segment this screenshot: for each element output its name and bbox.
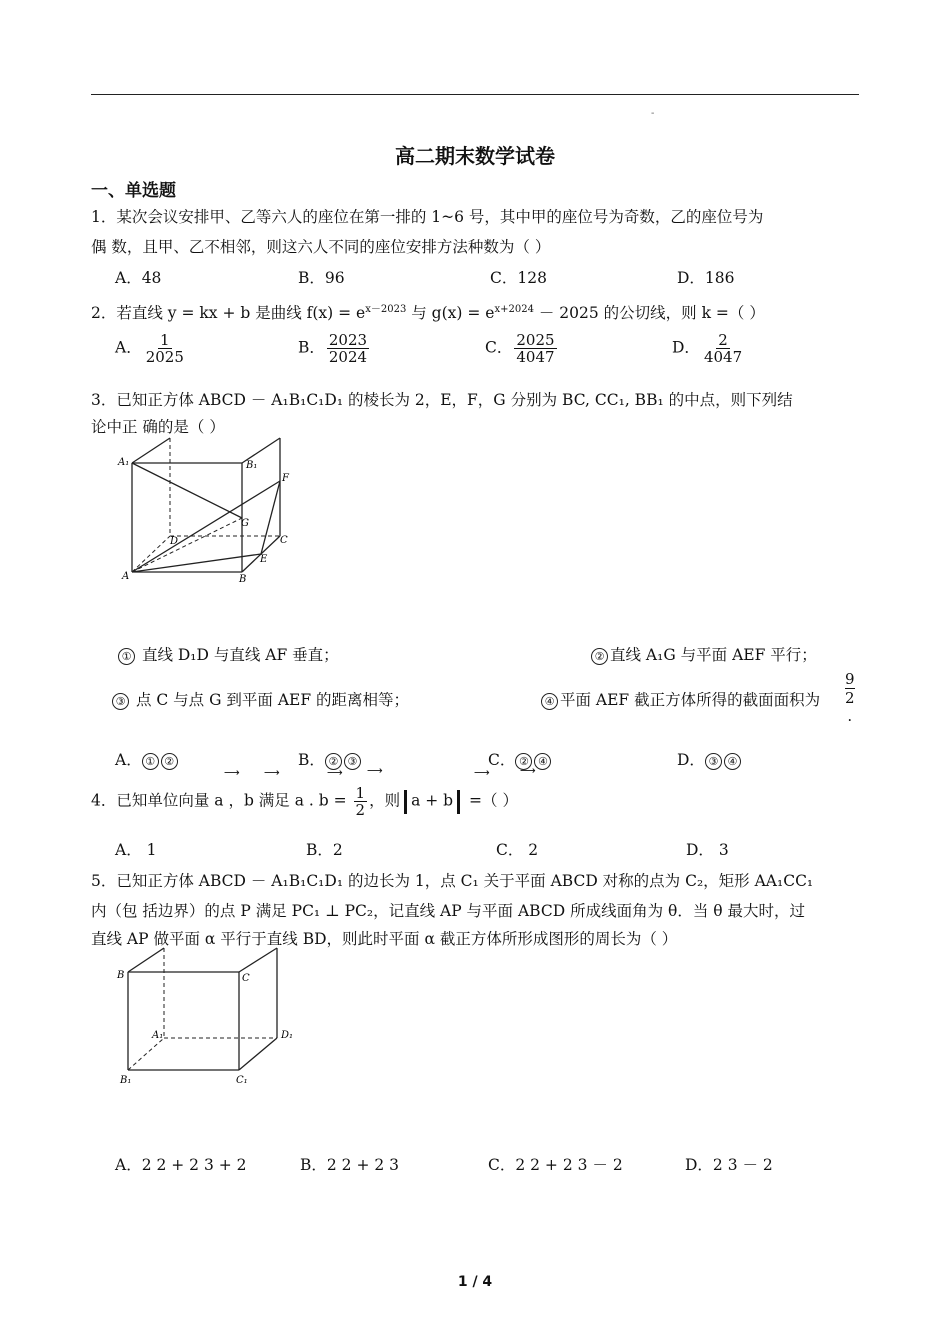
- statement-text: 直线 A₁G 与平面 AEF 平行；: [610, 646, 817, 664]
- denominator: 4047: [703, 348, 743, 366]
- vector-arrow-icon: ⟶: [520, 764, 536, 777]
- vector-arrow-icon: ⟶: [367, 764, 383, 777]
- q2-option-d: [672, 332, 746, 365]
- q5-option-d: D．2 3 － 2: [685, 1156, 773, 1174]
- numerator: 2025: [516, 331, 555, 349]
- circle-number: ③: [112, 693, 129, 710]
- q5-cube-figure: [112, 946, 302, 1096]
- q2-option-c-label: C．: [485, 338, 513, 357]
- q4-fraction: [354, 785, 368, 818]
- q2-option-a-label: A．: [115, 338, 142, 357]
- q5-line1: 5．已知正方体 ABCD － A₁B₁C₁D₁ 的边长为 1，点 C₁ 关于平面 ABCD 对称的点为 C₂，矩形 AA₁CC₁: [91, 872, 814, 890]
- label-b: B: [117, 970, 125, 981]
- q2-option-b-label: B．: [298, 338, 325, 357]
- q2-mid: 与 g(x) = e: [406, 304, 495, 323]
- denominator: 2: [845, 689, 855, 707]
- section-heading: 一、单选题: [91, 181, 176, 201]
- q4-option-b: B．2: [306, 841, 343, 859]
- q2-option-d-fraction: [702, 332, 744, 365]
- header-mark: -: [651, 108, 655, 119]
- q2-option-b: [298, 332, 371, 365]
- q1-line2: 偶 数，且甲、乙不相邻，则这六人不同的座位安排方法种数为（ ）: [91, 238, 551, 256]
- label-a1: A₁: [152, 1030, 164, 1041]
- q4-stem: [91, 785, 518, 818]
- q3-s4-fraction: [845, 670, 855, 725]
- q2-option-a: [115, 332, 188, 365]
- statement-text: 直线 D₁D 与直线 AF 垂直；: [141, 646, 339, 664]
- label-e: E: [260, 554, 268, 565]
- circle-number: ④: [534, 753, 551, 770]
- label-d1: D₁: [281, 1030, 294, 1041]
- label-b1: B₁: [246, 460, 258, 471]
- numerator: 9: [845, 670, 855, 688]
- q1-option-b: B．96: [298, 269, 345, 287]
- q3-line1: 3．已知正方体 ABCD － A₁B₁C₁D₁ 的棱长为 2，E，F，G 分别为 BC, CC₁, BB₁ 的中点，则下列结: [91, 391, 793, 409]
- label-g: G: [241, 518, 249, 529]
- q3-option-a: [115, 748, 180, 770]
- vector-arrow-icon: ⟶: [264, 766, 280, 779]
- label: B．: [298, 751, 325, 769]
- q3-option-d: [677, 748, 743, 770]
- q2-suffix: － 2025 的公切线，则 k =（ ）: [533, 304, 765, 323]
- label: D．: [677, 751, 705, 769]
- q2-option-a-fraction: [144, 332, 186, 365]
- label: A．: [115, 751, 142, 769]
- label-b: B: [239, 574, 247, 585]
- q5-line3: 直线 AP 做平面 α 平行于直线 BD，则此时平面 α 截正方体所形成图形的周长为（ ）: [91, 930, 678, 948]
- denominator: 4047: [516, 348, 555, 366]
- denominator: 2: [355, 801, 366, 819]
- q3-line2: 论中正 确的是（ ）: [91, 418, 225, 436]
- q2-prefix: 2．若直线 y = kx + b 是曲线 f(x) = e: [91, 304, 366, 323]
- q3-statement-2: [591, 640, 817, 670]
- circle-number: ①: [118, 648, 135, 665]
- q5-option-a: A．2 2 + 2 3 + 2: [115, 1156, 247, 1174]
- statement-text: 点 C 与点 G 到平面 AEF 的距离相等；: [135, 691, 410, 709]
- circle-number: ④: [541, 693, 558, 710]
- q4-option-a: A． 1: [115, 841, 157, 859]
- numerator: 2023: [328, 331, 368, 349]
- label-a: A: [122, 571, 130, 582]
- statement-text: 平面 AEF 截正方体所得的截面面积为: [560, 691, 821, 709]
- page-number: 1 / 4: [457, 1274, 493, 1290]
- denominator: 2024: [328, 348, 368, 366]
- label-b1: B₁: [120, 1075, 132, 1086]
- q3-cube-figure: [110, 436, 300, 586]
- numerator: 1: [160, 331, 170, 349]
- q4-prefix: 4．已知单位向量 a ，b 满足 a . b =: [91, 791, 352, 810]
- q1-option-a: A．48: [115, 269, 162, 287]
- q3-statement-4: [541, 685, 820, 715]
- header-rule: [91, 94, 859, 95]
- q2-sup1: x－2023: [365, 304, 407, 315]
- q4-suffix: =（ ）: [464, 791, 518, 810]
- q2-stem: [91, 295, 765, 328]
- q1-option-d: D．186: [677, 269, 735, 287]
- q3-statement-3: [112, 685, 409, 715]
- q2-option-d-label: D．: [672, 338, 700, 357]
- label-c: C: [280, 535, 288, 546]
- circle-number: ②: [325, 753, 342, 770]
- q1-line1: 1．某次会议安排甲、乙等六人的座位在第一排的 1~6 号，其中甲的座位号为奇数，乙的座位号为: [91, 208, 764, 226]
- circle-number: ①: [142, 753, 159, 770]
- numerator: 2: [718, 331, 728, 349]
- q2-option-b-fraction: [327, 332, 369, 365]
- label-c: C: [242, 973, 250, 984]
- period: .: [847, 707, 853, 725]
- q4-option-d: D． 3: [686, 841, 729, 859]
- label-c1: C₁: [236, 1075, 248, 1086]
- label-d: D: [170, 536, 179, 547]
- vector-arrow-icon: ⟶: [474, 766, 490, 779]
- q1-option-c: C．128: [490, 269, 547, 287]
- q5-option-b: B．2 2 + 2 3: [300, 1156, 400, 1174]
- circle-number: ③: [705, 753, 722, 770]
- q3-statement-1: [118, 640, 339, 670]
- vector-arrow-icon: ⟶: [224, 766, 240, 779]
- q2-option-c: [485, 332, 559, 365]
- q4-option-c: C． 2: [496, 841, 539, 859]
- label: C．: [488, 751, 516, 769]
- page-title: 高二期末数学试卷: [395, 144, 555, 168]
- circle-number: ②: [515, 753, 532, 770]
- q2-sup2: x+2024: [494, 304, 534, 315]
- label-a1: A₁: [118, 457, 130, 468]
- q2-option-c-fraction: [514, 332, 556, 365]
- circle-number: ④: [724, 753, 741, 770]
- vector-arrow-icon: ⟶: [327, 766, 343, 779]
- numerator: 1: [355, 784, 366, 802]
- label-f: F: [282, 473, 289, 484]
- circle-number: ③: [344, 753, 361, 770]
- circle-number: ②: [591, 648, 608, 665]
- q4-inside: a + b: [411, 791, 454, 810]
- q5-line2: 内（包 括边界）的点 P 满足 PC₁ ⊥ PC₂，记直线 AP 与平面 ABCD 所成线面角为 θ．当 θ 最大时，过: [91, 902, 806, 920]
- abs-bar-right: [457, 790, 460, 814]
- circle-number: ②: [161, 753, 178, 770]
- q4-mid: ，则: [369, 791, 401, 810]
- denominator: 2025: [145, 348, 184, 366]
- abs-bar-left: [404, 790, 407, 814]
- q5-option-c: C．2 2 + 2 3 － 2: [488, 1156, 623, 1174]
